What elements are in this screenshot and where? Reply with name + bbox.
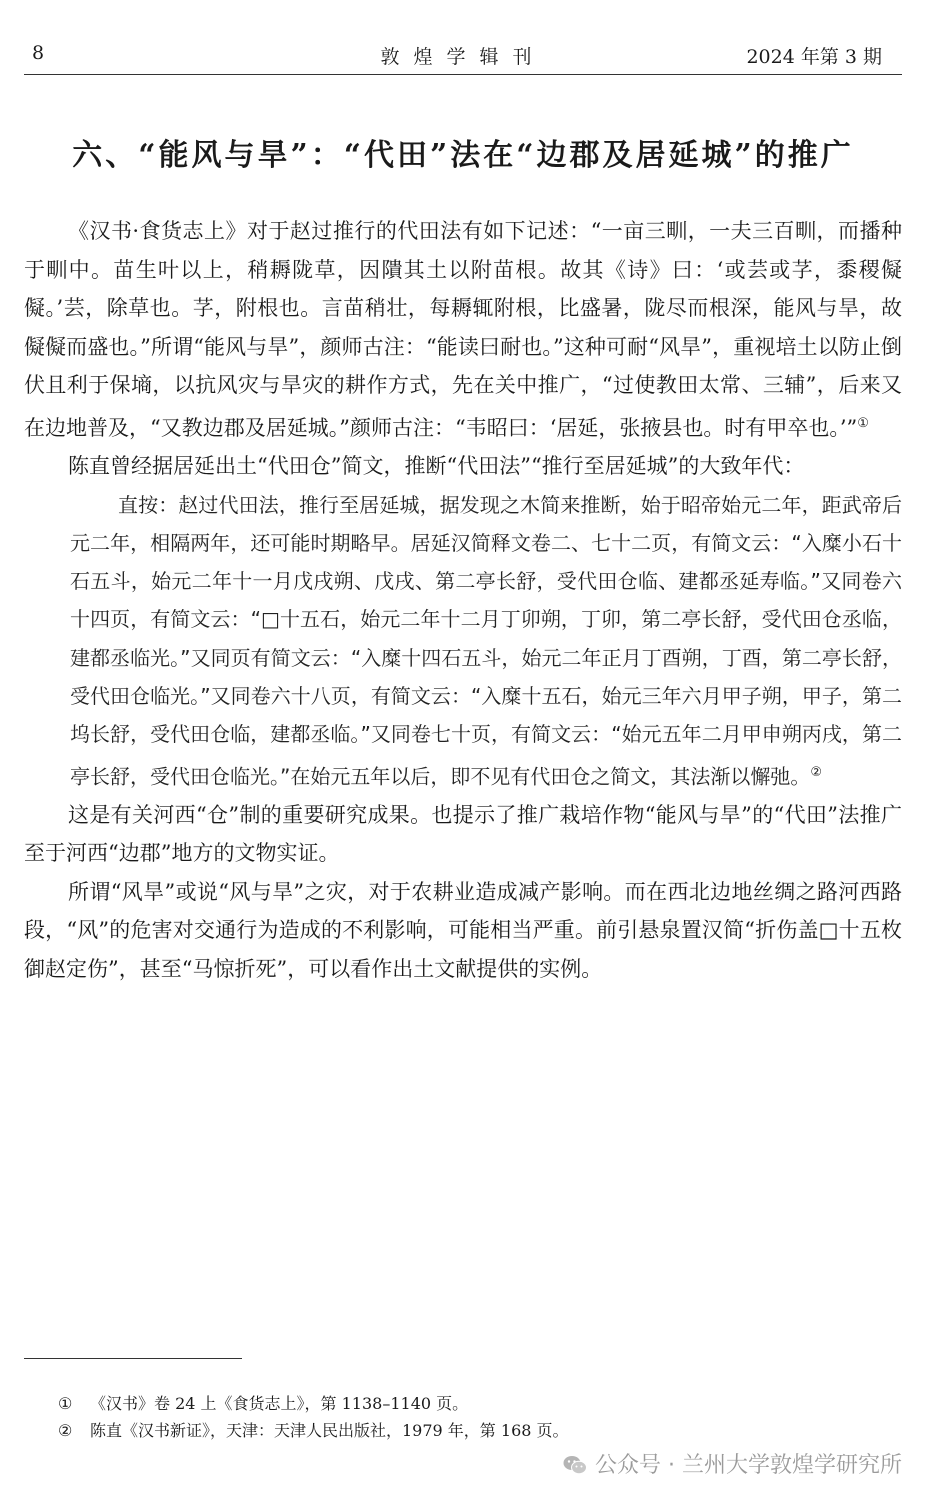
footnote-mark: ② [58, 1421, 73, 1440]
body-paragraph: 所谓“风旱”或说“风与旱”之灾，对于农耕业造成减产影响。而在西北边地丝绸之路河西路段，“风”的危害对交通行为造成的不利影响，可能相当严重。前引悬泉置汉简“折伤盖□十五枚御赵定伤”，甚至“马惊折死”，可以看作出土文献提供的实例。 [24, 879, 902, 981]
footnote-ref-2[interactable]: ② [810, 764, 823, 780]
footnote-text: 陈直《汉书新证》，天津：天津人民出版社，1979 年，第 168 页。 [90, 1421, 569, 1440]
footnote-divider [24, 1358, 242, 1359]
footnote-text: 《汉书》卷 24 上《食货志上》，第 1138–1140 页。 [90, 1394, 469, 1413]
watermark-text: 公众号 · 兰州大学敦煌学研究所 [595, 1453, 902, 1478]
journal-name: 敦煌学辑刊 [380, 46, 546, 68]
footnote-mark: ① [58, 1394, 73, 1413]
running-header [24, 38, 902, 75]
footnote-1 [58, 1390, 569, 1417]
block-quote: 直按：赵过代田法，推行至居延城，据发现之木简来推断，始于昭帝始元二年，距武帝后元二年，相隔两年，还可能时期略早。居延汉简释文卷二、七十二页，有简文云：“入糜小石十石五斗，始元二年十一月戊戌朔、戊戌、第二亭长舒，受代田仓临、建都丞延寿临。”又同卷六十四页，有简文云：“□十五石，始元二年十二月丁卯朔，丁卯，第二亭长舒，受代田仓丞临，建都丞临光。”又同页有简文云：“入糜十四石五斗，始元二年正月丁酉朔，丁酉，第二亭长舒，受代田仓临光。”又同卷六十八页，有简文云：“入糜十五石，始元三年六月甲子朔，甲子，第二坞长舒，受代田仓临，建都丞临。”又同卷七十页，有简文云：“始元五年二月甲申朔丙戌，第二亭长舒，受代田仓临光。”在始元五年以后，即不见有代田仓之简文，其法渐以懈弛。② [70, 492, 902, 789]
body-paragraph: 这是有关河西“仓”制的重要研究成果。也提示了推广栽培作物“能风与旱”的“代田”法推广至于河西“边郡”地方的文物实证。 [24, 802, 902, 866]
watermark [563, 1448, 902, 1479]
issue-label: 2024 年第 3 期 [746, 46, 882, 68]
wechat-icon [563, 1455, 587, 1475]
article-body [24, 212, 902, 988]
footnote-ref-1[interactable]: ① [857, 415, 869, 431]
footnotes [58, 1390, 569, 1444]
footnote-2 [58, 1417, 569, 1444]
body-paragraph: 陈直曾经据居延出土“代田仓”简文，推断“代田法”“推行至居延城”的大致年代： [68, 454, 805, 478]
page-number: 8 [32, 42, 45, 64]
body-paragraph: 《汉书·食货志上》对于赵过推行的代田法有如下记述：“一亩三甽，一夫三百甽，而播种于甽中。苗生叶以上，稍耨陇草，因隤其土以附苗根。故其《诗》曰：‘或芸或芓，黍稷儗儗。’芸，除草也。芓，附根也。言苗稍壮，每耨辄附根，比盛暑，陇尽而根深，能风与旱，故儗儗而盛也。”所谓“能风与旱”，颜师古注：“能读曰耐也。”这种可耐“风旱”，重视培土以防止倒伏且利于保墒，以抗风灾与旱灾的耕作方式，先在关中推广，“过使教田太常、三辅”，后来又在边地普及，“又教边郡及居延城。”颜师古注：“韦昭曰：‘居延，张掖县也。时有甲卒也。’”① [24, 219, 902, 440]
section-title: 六、“能风与旱”：“代田”法在“边郡及居延城”的推广 [72, 138, 854, 173]
